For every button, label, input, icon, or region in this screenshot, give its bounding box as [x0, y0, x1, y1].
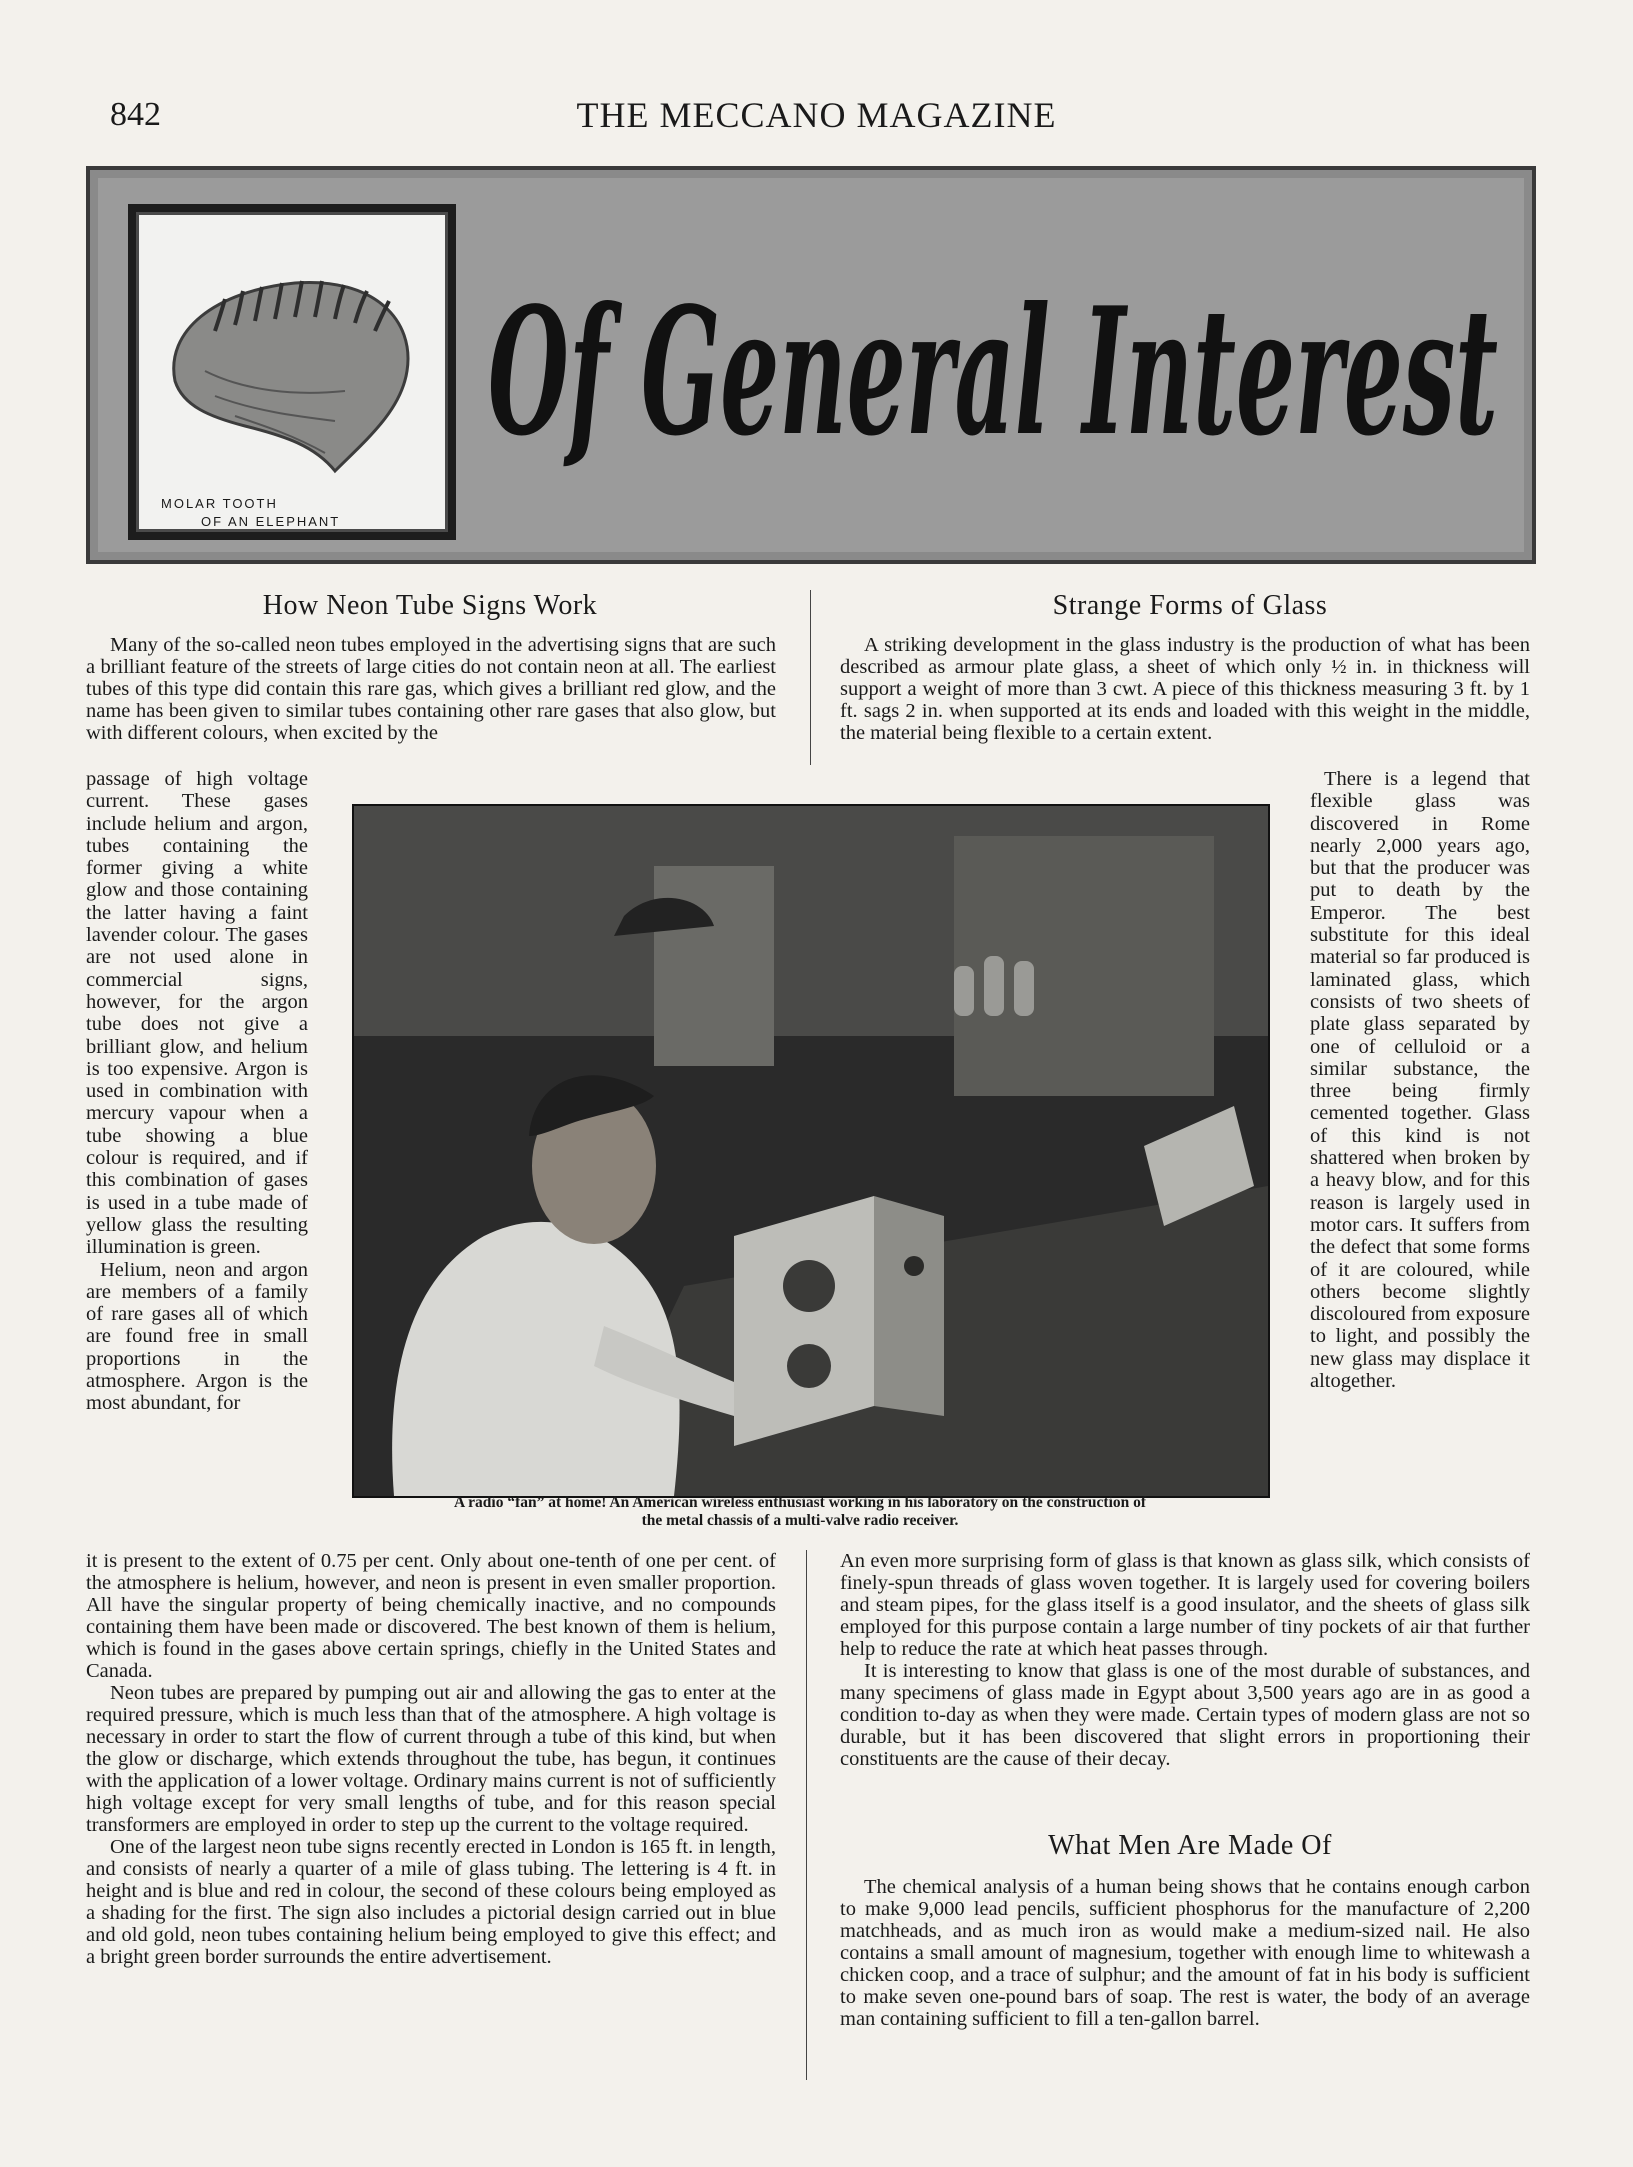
- glass-body-p2: It is interesting to know that glass is one of the most durable of substances, and many specimens of glass made in Egypt about 3,500 years ago are in as good a condition to-day as when they were made. Certain types of modern glass are not so durable, but it has been discovered that slight errors in proportioning their constituents are the cause of their decay.: [840, 1660, 1530, 1770]
- men-body-text: The chemical analysis of a human being shows that he contains enough carbon to make 9,000 lead pencils, sufficient phosphorus for the manufacture of 2,200 matchheads, and as much iron as would make a medium-sized nail. He also contains a small amount of magnesium, together with enough lime to whitewash a chicken coop, and a trace of sulphur; and the amount of fat in his body is sufficient to make seven one-pound bars of soap. The rest is water, the body of an average man containing sufficient to fill a ten-gallon barrel.: [840, 1876, 1530, 2030]
- radio-fan-photo: [352, 804, 1270, 1498]
- magazine-title: THE MECCANO MAGAZINE: [576, 95, 1057, 135]
- neon-narrow-p2: Helium, neon and argon are members of a family of rare gases all of which are found free in small proportions in the atmosphere. Argon is the most abundant, for: [86, 1258, 308, 1415]
- molar-caption-line1: MOLAR TOOTH: [161, 496, 278, 511]
- glass-narrow-column: [1310, 768, 1530, 1392]
- men-heading: What Men Are Made Of: [1048, 1830, 1332, 1861]
- molar-tooth-image: [145, 221, 449, 481]
- glass-body: [840, 1550, 1530, 1770]
- glass-heading: Strange Forms of Glass: [1052, 590, 1328, 621]
- photo-caption: [320, 1494, 1280, 1530]
- neon-narrow-p1: passage of high voltage current. These gases include helium and argon, tubes containing the former giving a white glow and those containing the latter having a faint lavender colour. The gases are not used alone in commercial signs, however, for the argon tube does not give a brilliant glow, and helium is too expensive. Argon is used in combination with mercury vapour when a tube showing a blue colour is required, and if this combination of gases is used in a tube made of yellow glass the resulting illumination is green.: [86, 768, 308, 1259]
- glass-body-p1: An even more surprising form of glass is that known as glass silk, which consists of finely-spun threads of glass woven together. It is largely used for covering boilers and steam pipes, for the glass itself is a good insulator, and the sheets of glass silk employed for this purpose contain a large number of tiny pockets of air that further help to reduce the rate at which heat passes through.: [840, 1550, 1530, 1660]
- column-rule-top: [810, 590, 811, 765]
- photo-caption-line2: the metal chassis of a multi-valve radio receiver.: [641, 1512, 959, 1529]
- molar-caption-line2: OF AN ELEPHANT: [201, 514, 341, 529]
- neon-heading: How Neon Tube Signs Work: [262, 590, 598, 621]
- men-body: [840, 1876, 1530, 2030]
- banner-title: [478, 228, 1518, 528]
- neon-body-p2: Neon tubes are prepared by pumping out air and allowing the gas to enter at the required pressure, which is much less than that of the atmosphere. A high voltage is necessary in order to start the flow of current through a tube of this kind, but when the glow or discharge, which extends throughout the tube, has begun, it continues with the application of a lower voltage. Ordinary mains current is not of sufficiently high voltage except for very small lengths of tube, and for this reason special transformers are employed in order to step up the current to the voltage required.: [86, 1682, 776, 1836]
- page-number: 842: [110, 96, 161, 133]
- banner-title-text: Of General Interest: [488, 270, 1498, 475]
- radio-fan-photo-image: [354, 806, 1268, 1496]
- glass-intro-text: A striking development in the glass industry is the production of what has been described as armour plate glass, a sheet of which only ½ in. in thickness will support a weight of more than 3 cwt. A piece of this thickness measuring 3 ft. by 1 ft. sags 2 in. when supported at its ends and loaded with this weight in the middle, the material being flexible to a certain extent.: [840, 634, 1530, 744]
- neon-narrow-column: [86, 768, 308, 1415]
- neon-body-p3: One of the largest neon tube signs recently erected in London is 165 ft. in length, and consists of nearly a quarter of a mile of glass tubing. The lettering is 4 ft. in height and is blue and red in colour, the second of these colours being employed as a shading for the first. The sign also includes a pictorial design carried out in blue and old gold, neon tubes containing helium being employed to give this effect; and a bright green border surrounds the entire advertisement.: [86, 1836, 776, 1968]
- neon-intro-text: Many of the so-called neon tubes employed in the advertising signs that are such a brilliant feature of the streets of large cities do not contain neon at all. The earliest tubes of this type did contain this rare gas, which gives a brilliant red glow, and the name has been given to similar tubes containing other rare gases that also glow, but with different colours, when excited by the: [86, 634, 776, 744]
- molar-caption: [161, 495, 340, 531]
- neon-body-p1: it is present to the extent of 0.75 per cent. Only about one-tenth of one per cent. of the atmosphere is helium, however, and neon is present in even smaller proportion. All have the singular property of being chemically inactive, and no compounds containing them have been made or discovered. The best known of them is helium, which is found in the gases above certain springs, chiefly in the United States and Canada.: [86, 1550, 776, 1682]
- molar-tooth-photo-frame: [128, 204, 456, 540]
- neon-intro: [86, 634, 776, 744]
- neon-body: [86, 1550, 776, 1968]
- glass-narrow-p1: There is a legend that flexible glass was discovered in Rome nearly 2,000 years ago, but that the producer was put to death by the Emperor. The best substitute for this ideal material so far produced is laminated glass, which consists of two sheets of plate glass separated by one of celluloid or a similar substance, the three being firmly cemented together. Glass of this kind is not shattered when broken by a heavy blow, and for this reason is largely used in motor cars. It suffers from the defect that some forms of it are coloured, while others become slightly discoloured from exposure to light, and possibly the new glass may displace it altogether.: [1310, 768, 1530, 1393]
- photo-caption-line1: A radio “fan” at home! An American wireless enthusiast working in his laboratory on the construction of: [453, 1494, 1147, 1511]
- glass-intro: [840, 634, 1530, 744]
- column-rule-bottom: [806, 1550, 807, 2080]
- section-banner: [86, 166, 1536, 564]
